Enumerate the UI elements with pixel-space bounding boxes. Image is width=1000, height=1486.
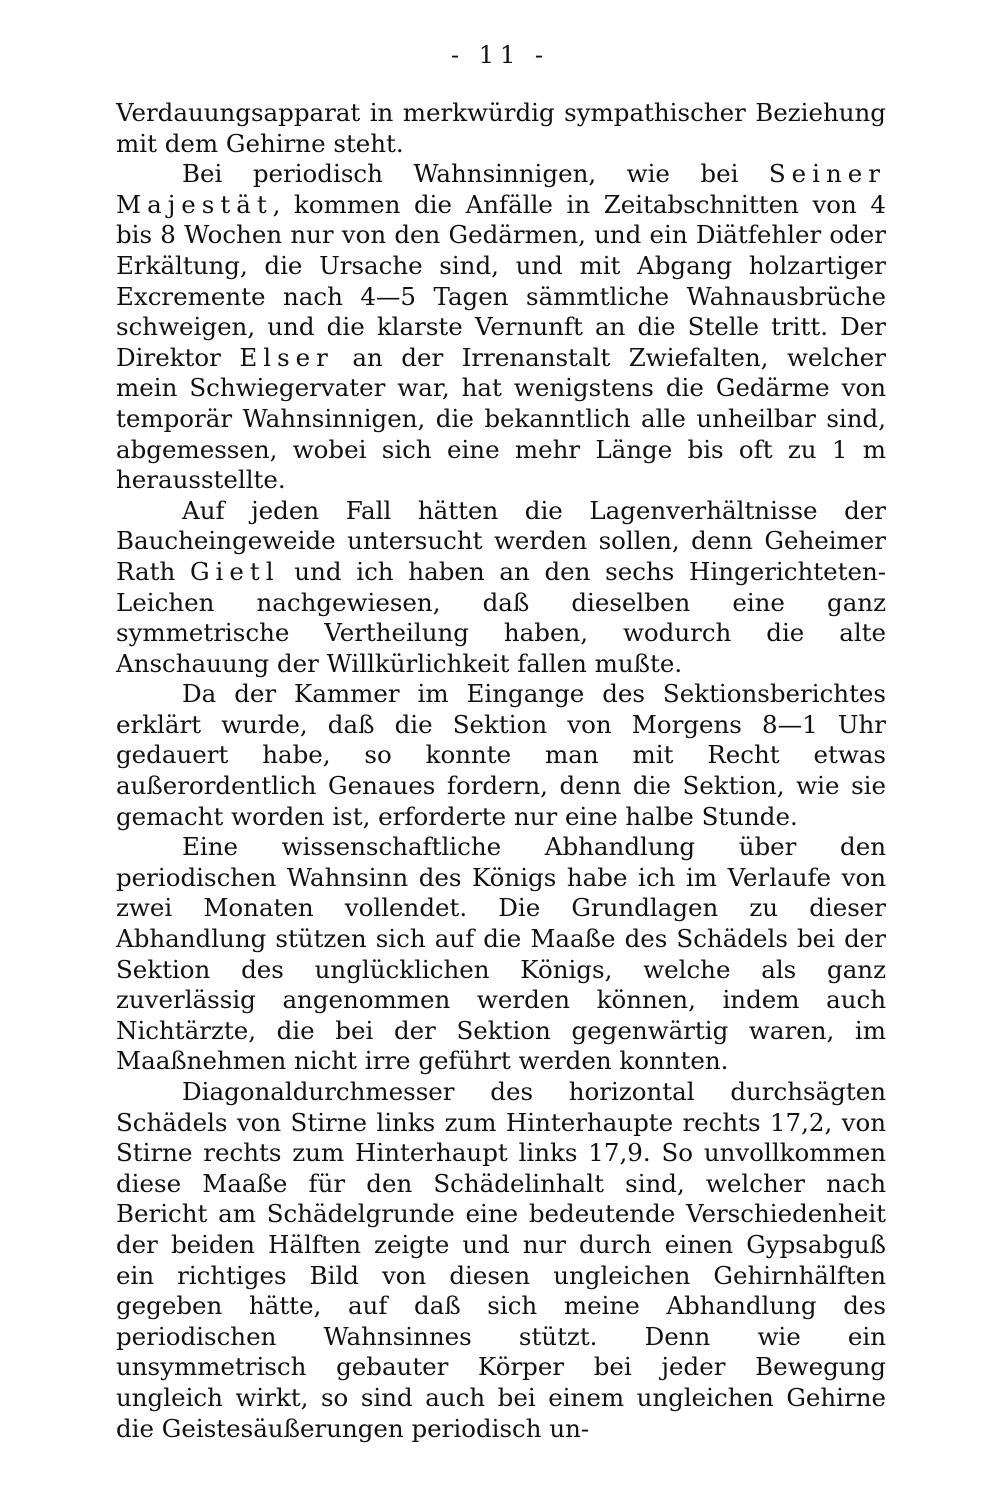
text-run: Bei periodisch Wahnsinnigen, wie bei: [182, 159, 769, 189]
paragraph-treatise: Eine wissenschaftliche Abhandlung über den periodischen Wahnsinn des Königs habe ich im Verlaufe von zwei Monaten vollendet. Die Grundlagen zu dieser Abhandlung stützen sich auf die Maaße des Schädels bei der Sektion des unglücklichen Königs, welche als ganz zuverlässig angenommen werden können, indem auch Nichtärzte, die bei der Sektion gegenwärtig waren, im Maaßnehmen nicht irre geführt werden konnten.: [116, 832, 886, 1076]
emphasized-name: Elser: [239, 342, 334, 372]
text-run: und ich haben an den sechs Hingerichteten-Leichen nachgewiesen, daß dieselben eine ganz symmetrische Vertheilung haben, wodurch die alte Anschauung der Willkürlichkeit fallen mußte.: [116, 556, 887, 678]
text-run: , kommen die Anfälle in Zeitabschnitten von 4 bis 8 Wochen nur von den Gedärmen, und ein Diätfehler oder Erkältung, die Ursache sind, und mit Abgang holzartiger Excremente nach 4—5 Tagen sämmtliche Wahnausbrüche schweigen, und die klarste Vernunft an die Stelle tritt. Der Direktor: [116, 189, 886, 372]
paragraph-skull-measurements: Diagonaldurchmesser des horizontal durchsägten Schädels von Stirne links zum Hinterhaupte rechts 17,2, von Stirne rechts zum Hinterhaupt links 17,9. So unvollkommen diese Maaße für den Schädelinhalt sind, welcher nach Bericht am Schädelgrunde eine bedeutende Verschiedenheit der beiden Hälften zeigte und nur durch einen Gypsabguß ein richtiges Bild von diesen ungleichen Gehirnhälften gegeben hätte, auf daß sich meine Abhandlung des periodischen Wahnsinnes stützt. Denn wie ein unsymmetrisch gebauter Körper bei jeder Bewegung ungleich wirkt, so sind auch bei einem ungleichen Gehirne die Geistesäußerungen periodisch un-: [116, 1077, 886, 1443]
paragraph-section-report: Da der Kammer im Eingange des Sektionsberichtes erklärt wurde, daß die Sektion von Morgens 8—1 Uhr gedauert habe, so konnte man mit Recht etwas außerordentlich Genaues fordern, denn die Sektion, wie sie gemacht worden ist, erforderte nur eine halbe Stunde.: [116, 679, 886, 831]
text-run: Auf jeden Fall hätten die Lagenverhältnisse der Baucheingeweide untersucht werden sollen, denn Geheimer Rath: [116, 495, 886, 586]
paragraph-periodic-insanity: [116, 159, 886, 496]
text-run: an der Irrenanstalt Zwiefalten, welcher mein Schwiegervater war, hat wenigstens die Gedärme von temporär Wahnsinnigen, die bekanntlich alle unheilbar sind, abgemessen, wobei sich eine mehr Länge bis oft zu 1 m herausstellte.: [116, 342, 886, 495]
paragraph-abdominal-organs: [116, 496, 886, 680]
paragraph-continuation: Verdauungsapparat in merkwürdig sympathischer Beziehung mit dem Gehirne steht.: [116, 98, 886, 158]
body-text: [116, 98, 886, 1444]
page-number: - 11 -: [450, 41, 549, 69]
emphasized-title: Seiner Majestät: [116, 159, 886, 219]
emphasized-name: Gietl: [189, 556, 280, 586]
